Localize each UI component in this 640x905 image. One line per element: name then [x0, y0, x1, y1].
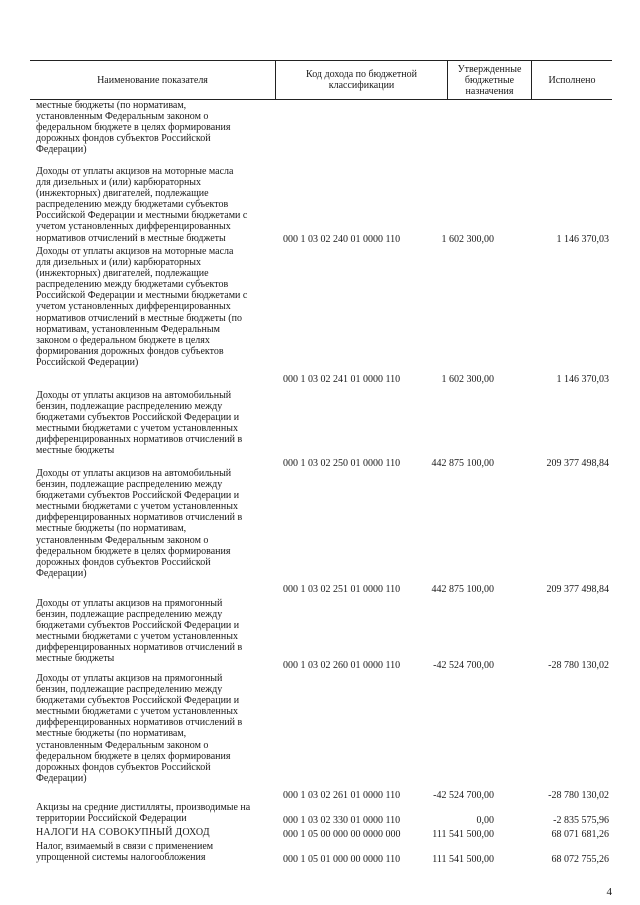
row-code: 000 1 03 02 240 01 0000 110	[283, 233, 401, 245]
table-row	[30, 841, 612, 865]
table-row	[30, 598, 612, 671]
table-row	[30, 100, 612, 156]
row-approved: -42 524 700,00	[433, 659, 494, 671]
header-approved: Утвержденные бюджетные назначения	[447, 61, 531, 99]
table-row	[30, 827, 612, 840]
row-name: Налог, взимаемый в связи с применением упрощенной системы налогообложения	[36, 841, 214, 864]
row-name: Доходы от уплаты акцизов на моторные масла для дизельных и (или) карбюраторных (инжекторных) двигателей, подлежащие распределению между бюджетами субъектов Российской Федерации и местными бюджетами с учетом установленных дифференцированных нормативов отчислений в местные бюджеты	[36, 166, 248, 244]
row-name: Доходы от уплаты акцизов на автомобильный бензин, подлежащие распределению между бюджетами субъектов Российской Федерации и местными бюджетами с учетом установленных дифференцированных нормативов отчислений в местные бюджеты (по нормативам, установленным Федеральным законом о федеральном бюджете в целях формирования дорожных фондов субъектов Российской Федерации)	[36, 468, 243, 579]
row-executed: 1 146 370,03	[556, 233, 609, 245]
row-approved: 111 541 500,00	[432, 853, 494, 865]
row-executed: 68 071 681,26	[551, 828, 609, 840]
row-name: Акцизы на средние дистилляты, производимые на территории Российской Федерации	[36, 802, 251, 825]
row-executed: -28 780 130,02	[548, 659, 609, 671]
row-code: 000 1 03 02 241 01 0000 110	[283, 373, 401, 385]
table-row	[30, 166, 612, 245]
row-code: 000 1 05 00 000 00 0000 000	[283, 828, 401, 840]
row-approved: 442 875 100,00	[431, 583, 494, 595]
row-executed: 1 146 370,03	[556, 373, 609, 385]
row-code: 000 1 03 02 330 01 0000 110	[283, 814, 401, 826]
row-approved: 1 602 300,00	[441, 233, 494, 245]
table-row	[30, 246, 612, 385]
page-number: 4	[606, 886, 612, 898]
row-code: 000 1 03 02 260 01 0000 110	[283, 659, 401, 671]
table-row	[30, 802, 612, 826]
row-executed: -28 780 130,02	[548, 789, 609, 801]
table-header	[30, 60, 612, 100]
row-code: 000 1 03 02 250 01 0000 110	[283, 457, 401, 469]
row-name: местные бюджеты (по нормативам, установленным Федеральным законом о федеральном бюджете в целях формирования дорожных фондов субъектов Российской Федерации)	[36, 100, 231, 156]
row-name: Доходы от уплаты акцизов на прямогонный бензин, подлежащие распределению между бюджетами субъектов Российской Федерации и местными бюджетами с учетом установленных дифференцированных нормативов отчислений в местные бюджеты (по нормативам, установленным Федеральным законом о федеральном бюджете в целях формирования дорожных фондов субъектов Российской Федерации)	[36, 673, 243, 784]
row-executed: 68 072 755,26	[551, 853, 609, 865]
row-approved: 1 602 300,00	[441, 373, 494, 385]
table-row	[30, 390, 612, 469]
row-approved: 0,00	[476, 814, 494, 826]
row-name: Доходы от уплаты акцизов на прямогонный бензин, подлежащие распределению между бюджетами субъектов Российской Федерации и местными бюджетами с учетом установленных дифференцированных нормативов отчислений в местные бюджеты	[36, 598, 243, 665]
table-row	[30, 673, 612, 801]
row-executed: 209 377 498,84	[546, 457, 609, 469]
header-code: Код дохода по бюджетной классификации	[275, 61, 447, 99]
row-name: Доходы от уплаты акцизов на моторные масла для дизельных и (или) карбюраторных (инжекторных) двигателей, подлежащие распределению между бюджетами субъектов Российской Федерации и местными бюджетами с учетом установленных дифференцированных нормативов отчислений в местные бюджеты (по нормативам, установленным Федеральным законом о федеральном бюджете в целях формирования дорожных фондов субъектов Российской Федерации)	[36, 246, 248, 368]
row-code: 000 1 05 01 000 00 0000 110	[283, 853, 401, 865]
row-approved: -42 524 700,00	[433, 789, 494, 801]
row-name: НАЛОГИ НА СОВОКУПНЫЙ ДОХОД	[36, 827, 210, 838]
row-code: 000 1 03 02 251 01 0000 110	[283, 583, 401, 595]
header-executed: Исполнено	[531, 61, 612, 99]
header-name: Наименование показателя	[97, 74, 208, 86]
row-name: Доходы от уплаты акцизов на автомобильный бензин, подлежащие распределению между бюджетами субъектов Российской Федерации и местными бюджетами с учетом установленных дифференцированных нормативов отчислений в местные бюджеты	[36, 390, 243, 457]
row-approved: 442 875 100,00	[431, 457, 494, 469]
row-executed: -2 835 575,96	[553, 814, 609, 826]
row-code: 000 1 03 02 261 01 0000 110	[283, 789, 401, 801]
table-row	[30, 468, 612, 595]
row-executed: 209 377 498,84	[546, 583, 609, 595]
row-approved: 111 541 500,00	[432, 828, 494, 840]
